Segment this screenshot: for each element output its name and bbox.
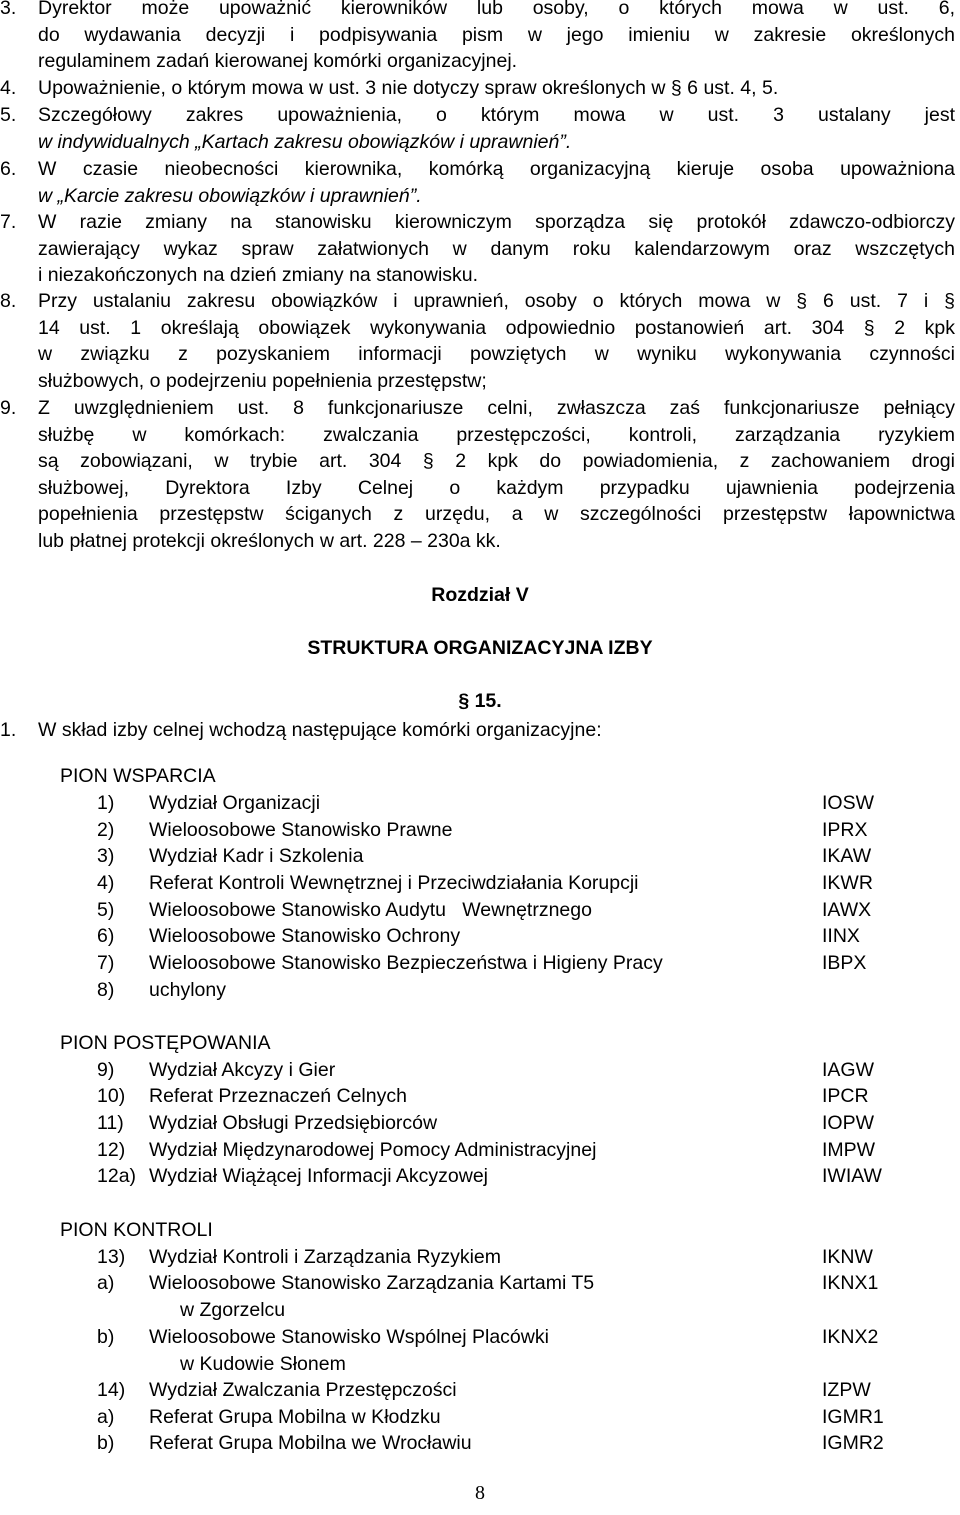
item-code: IOPW (822, 1112, 874, 1134)
paragraph-number: 1. (0, 719, 17, 741)
paragraph-line: służbę w komórkach: zwalczania przestępczości, kontroli, zarządzania ryzykiem (38, 423, 955, 446)
list-item (0, 792, 960, 819)
chapter-subtitle: STRUKTURA ORGANIZACYJNA IZBY (307, 637, 653, 659)
item-name: Wydział Akcyzy i Gier (149, 1059, 336, 1081)
paragraph-line: w związku z pozyskaniem informacji powziętych w wyniku wykonywania czynności (38, 343, 955, 365)
list-item (0, 1059, 960, 1086)
paragraph-line: zawierający wykaz spraw załatwionych w danym roku kalendarzowym oraz wszczętych (38, 237, 955, 260)
item-index: 13) (97, 1246, 126, 1268)
item-name: Wydział Organizacji (149, 792, 321, 814)
chapter-title: Rozdział V (431, 584, 529, 606)
item-code: IWIAW (822, 1165, 882, 1187)
paragraph-line: Szczegółowy zakres upoważnienia, o którym mowa w ust. 3 ustalany jest (38, 104, 955, 126)
item-code: IAGW (822, 1059, 874, 1081)
item-index: b) (97, 1432, 115, 1454)
paragraph-line: do wydawania decyzji i podpisywania pism w jego imieniu w zakresie określonych (38, 23, 955, 46)
list-item (0, 1272, 960, 1321)
paragraph-number: 9. (0, 397, 17, 419)
list-item (0, 1326, 960, 1375)
item-code: IMPW (822, 1139, 876, 1161)
paragraph-9 (0, 395, 955, 555)
item-code: IINX (822, 925, 860, 947)
paragraph-line: lub płatnej protekcji określonych w art. 228 – 230a kk. (38, 529, 501, 552)
item-index: 9) (97, 1059, 115, 1081)
item-code: IPRX (822, 819, 868, 841)
paragraph-4 (0, 75, 955, 102)
paragraph-line: Z uwzględnieniem ust. 8 funkcjonariusze celni, zwłaszcza zaś funkcjonariusze pełniący (38, 397, 955, 419)
list-item (0, 899, 960, 926)
item-code: IBPX (822, 952, 867, 974)
item-index: 12a) (97, 1165, 137, 1187)
item-index: 6) (97, 925, 115, 947)
item-name: Wieloosobowe Stanowisko Zarządzania Kartami T5 (149, 1272, 595, 1294)
paragraph-line: popełnienia przestępstw ściganych z urzędu, a w szczególności przestępstw łapownictwa (38, 503, 955, 525)
paragraph-line: W czasie nieobecności kierownika, komórką organizacyjną kieruje osoba upoważniona (38, 158, 955, 180)
paragraph-line: regulaminem zadań kierowanej komórki organizacyjnej. (38, 50, 518, 72)
item-name: Wydział Kontroli i Zarządzania Ryzykiem (149, 1246, 502, 1268)
item-index: a) (97, 1406, 115, 1428)
item-code: IOSW (822, 792, 874, 814)
paragraph-line: w „Karcie zakresu obowiązków i uprawnień”. (38, 184, 422, 207)
pion-kontroli-heading: PION KONTROLI (60, 1219, 213, 1241)
paragraph-number: 5. (0, 104, 17, 126)
paragraph-number: 7. (0, 211, 17, 233)
paragraph-3 (0, 0, 955, 75)
list-item (0, 1406, 960, 1433)
item-name: Wieloosobowe Stanowisko Bezpieczeństwa i Higieny Pracy (149, 952, 663, 974)
item-code: IKWR (822, 872, 873, 894)
paragraph-6 (0, 156, 955, 210)
list-item (0, 1139, 960, 1166)
item-code: IGMR1 (822, 1406, 884, 1428)
item-index: 7) (97, 952, 115, 974)
paragraph-line: są zobowiązani, w trybie art. 304 § 2 kpk do powiadomienia, z zachowaniem drogi (38, 450, 955, 472)
item-code: IKNX1 (822, 1272, 879, 1294)
item-name: Referat Grupa Mobilna we Wrocławiu (149, 1432, 472, 1454)
item-index: a) (97, 1272, 115, 1294)
paragraph-line: Dyrektor może upoważnić kierowników lub osoby, o których mowa w ust. 6, (38, 0, 955, 19)
paragraph-line: służbowej, Dyrektora Izby Celnej o każdym przypadku ujawnienia podejrzenia (38, 476, 955, 499)
paragraph-number: 3. (0, 0, 17, 19)
intro-text: W skład izby celnej wchodzą następujące komórki organizacyjne: (38, 719, 602, 741)
intro-paragraph (0, 717, 955, 744)
paragraph-7 (0, 209, 955, 289)
list-item (0, 845, 960, 872)
pion-wsparcia-heading: PION WSPARCIA (60, 765, 216, 787)
paragraph-number: 8. (0, 290, 17, 312)
list-item (0, 1379, 960, 1406)
item-name: Wieloosobowe Stanowisko Audytu Wewnętrznego (149, 899, 592, 921)
item-name: Referat Przeznaczeń Celnych (149, 1085, 407, 1107)
paragraph-line: służbowych, o podejrzeniu popełnienia przestępstw; (38, 369, 487, 392)
item-code: IKNX2 (822, 1326, 879, 1348)
item-code: IKNW (822, 1246, 873, 1268)
item-index: 12) (97, 1139, 126, 1161)
list-item (0, 872, 960, 899)
item-index: 11) (97, 1112, 124, 1134)
list-item (0, 925, 960, 952)
item-index: 1) (97, 792, 115, 814)
paragraph-line: w indywidualnych „Kartach zakresu obowiązków i uprawnień”. (38, 130, 572, 153)
item-name: Referat Kontroli Wewnętrznej i Przeciwdziałania Korupcji (149, 872, 639, 894)
item-index: 3) (97, 845, 115, 867)
item-index: 4) (97, 872, 115, 894)
pion-postepowania-heading: PION POSTĘPOWANIA (60, 1032, 271, 1054)
item-name: Referat Grupa Mobilna w Kłodzku (149, 1406, 441, 1428)
paragraph-line: 14 ust. 1 określają obowiązek wykonywania odpowiednio postanowień art. 304 § 2 kpk (38, 316, 955, 339)
item-code: IZPW (822, 1379, 871, 1401)
item-index: 5) (97, 899, 115, 921)
item-name: uchylony (149, 979, 226, 1001)
item-name: Wieloosobowe Stanowisko Wspólnej Placówki (149, 1326, 549, 1348)
list-item (0, 1112, 960, 1139)
item-code: IKAW (822, 845, 872, 867)
item-code: IPCR (822, 1085, 869, 1107)
paragraph-line: i niezakończonych na dzień zmiany na stanowisku. (38, 264, 479, 286)
item-name: Wieloosobowe Stanowisko Prawne (149, 819, 453, 841)
list-item (0, 1085, 960, 1112)
item-name: Wieloosobowe Stanowisko Ochrony (149, 925, 461, 947)
item-index: 2) (97, 819, 115, 841)
item-continuation: w Kudowie Słonem (180, 1353, 346, 1375)
page-number: 8 (475, 1482, 485, 1504)
list-item (0, 819, 960, 846)
item-name: Wydział Kadr i Szkolenia (149, 845, 364, 867)
item-name: Wydział Zwalczania Przestępczości (149, 1379, 457, 1401)
paragraph-5 (0, 102, 955, 156)
item-name: Wydział Wiążącej Informacji Akcyzowej (149, 1165, 489, 1187)
item-name: Wydział Obsługi Przedsiębiorców (149, 1112, 438, 1134)
item-index: b) (97, 1326, 115, 1348)
section-number: § 15. (458, 690, 502, 712)
list-item (0, 1432, 960, 1459)
item-index: 10) (97, 1085, 126, 1107)
paragraph-line: Upoważnienie, o którym mowa w ust. 3 nie dotyczy spraw określonych w § 6 ust. 4, 5. (38, 77, 779, 99)
paragraph-number: 4. (0, 77, 17, 99)
item-code: IGMR2 (822, 1432, 884, 1454)
list-item (0, 979, 960, 1006)
item-continuation: w Zgorzelcu (180, 1299, 286, 1321)
item-name: Wydział Międzynarodowej Pomocy Administracyjnej (149, 1139, 597, 1161)
item-index: 8) (97, 979, 115, 1001)
list-item (0, 1246, 960, 1273)
list-item (0, 1165, 960, 1192)
paragraph-number: 6. (0, 158, 17, 180)
paragraph-line: W razie zmiany na stanowisku kierowniczym sporządza się protokół zdawczo-odbiorczy (38, 211, 955, 233)
paragraph-8 (0, 288, 955, 394)
paragraph-line: Przy ustalaniu zakresu obowiązków i uprawnień, osoby o których mowa w § 6 ust. 7 i § (38, 290, 955, 312)
list-item (0, 952, 960, 979)
item-index: 14) (97, 1379, 126, 1401)
item-code: IAWX (822, 899, 872, 921)
